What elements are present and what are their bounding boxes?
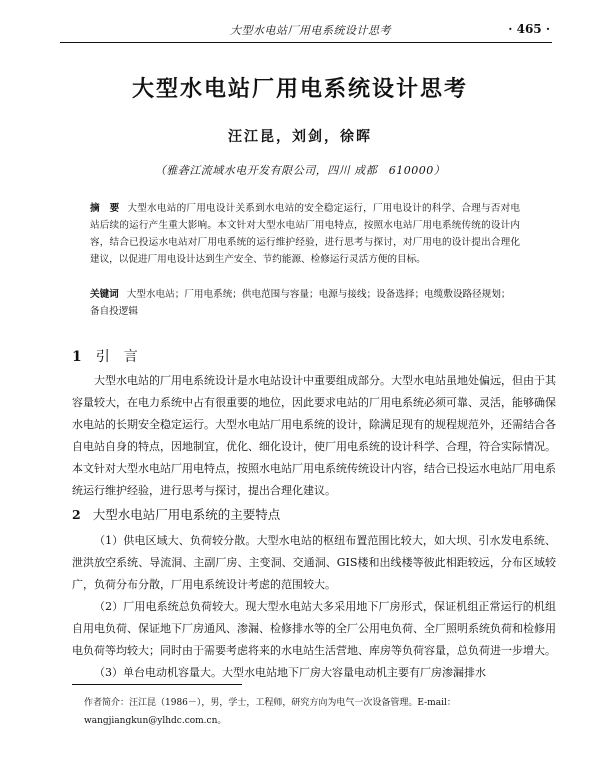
running-header — [60, 20, 552, 43]
feature-paragraph-3: （3）单台电动机容量大。大型水电站地下厂房大容量电动机主要有厂房渗漏排水 — [94, 666, 486, 679]
page-number: · 465 · — [508, 22, 550, 36]
footnote-divider — [72, 684, 242, 685]
section-number: 2 — [72, 507, 81, 522]
intro-paragraph: 大型水电站的厂用电系统设计是水电站设计中重要组成部分。大型水电站虽地处偏远，但由于其容量较大，在电力系统中占有很重要的地位，因此要求电站的厂用电系统必须可靠、灵活，能够确保水电站的长期安全稳定运行。大型水电站厂用电系统的设计，除满足现有的规程规范外，还需结合各自电站自身的特点，因地制宜，优化、细化设计，使厂用电系统的设计科学、合理，符合实际情况。本文针对大型水电站厂用电特点，按照水电站厂用电系统传统设计内容，结合已投运水电站厂用电系统运行维护经验，进行思考与探讨，提出合理化建议。 — [72, 374, 556, 497]
paper-title: 大型水电站厂用电系统设计思考 — [131, 76, 468, 102]
running-title: 大型水电站厂用电系统设计思考 — [230, 24, 391, 37]
paper-affiliation: （雅砻江流域水电开发有限公司，四川 成都 610000） — [154, 164, 446, 177]
feature-paragraph-2: （2）厂用电系统总负荷较大。现大型水电站大多采用地下厂房形式，保证机组正常运行的机组自用电负荷、保证地下厂房通风、渗漏、检修排水等的全厂公用电负荷、全厂照明系统负荷和检修用电负荷等均较大；同时由于需要考虑将来的水电站生活营地、库房等负荷容量，总负荷进一步增大。 — [72, 600, 556, 657]
section-title: 大型水电站厂用电系统的主要特点 — [92, 507, 281, 522]
keywords-label: 关键词 — [90, 289, 119, 300]
abstract-text: 大型水电站的厂用电设计关系到水电站的安全稳定运行，厂用电设计的科学、合理与否对电站后续的运行产生重大影响。本文针对大型水电站厂用电特点，按照水电站厂用电系统传统的设计内容，结合已投运水电站对厂用电系统的运行维护经验，进行思考与探讨，对厂用电的设计提出合理化建议，以促进厂用电设计达到生产安全、节约能源、检修运行灵活方便的目标。 — [90, 203, 521, 265]
author-footnote: 作者简介：汪江昆（1986－），男，学士，工程师，研究方向为电气一次设备管理。E-mail：wangjiangkun@ylhdc.com.cn。 — [84, 698, 456, 726]
section-heading-introduction — [72, 346, 138, 366]
feature-paragraph-1: （1）供电区域大、负荷较分散。大型水电站的枢纽布置范围比较大，如大坝、引水发电系统、泄洪放空系统、导流洞、主副厂房、主变洞、交通洞、GIS楼和出线楼等彼此相距较远，分布区域较广，负荷分布分散，厂用电系统设计考虑的范围较大。 — [72, 534, 556, 591]
abstract — [90, 200, 520, 268]
section-heading-features — [72, 505, 280, 523]
section-title: 引 言 — [95, 349, 138, 365]
abstract-label: 摘 要 — [90, 203, 120, 214]
keywords — [90, 286, 520, 320]
keywords-text: 大型水电站；厂用电系统；供电范围与容量；电源与接线；设备选择；电缆敷设路径规划；备自投逻辑 — [90, 289, 511, 317]
section-number: 1 — [72, 349, 82, 365]
paper-authors: 汪江昆，刘剑，徐晖 — [228, 129, 372, 145]
